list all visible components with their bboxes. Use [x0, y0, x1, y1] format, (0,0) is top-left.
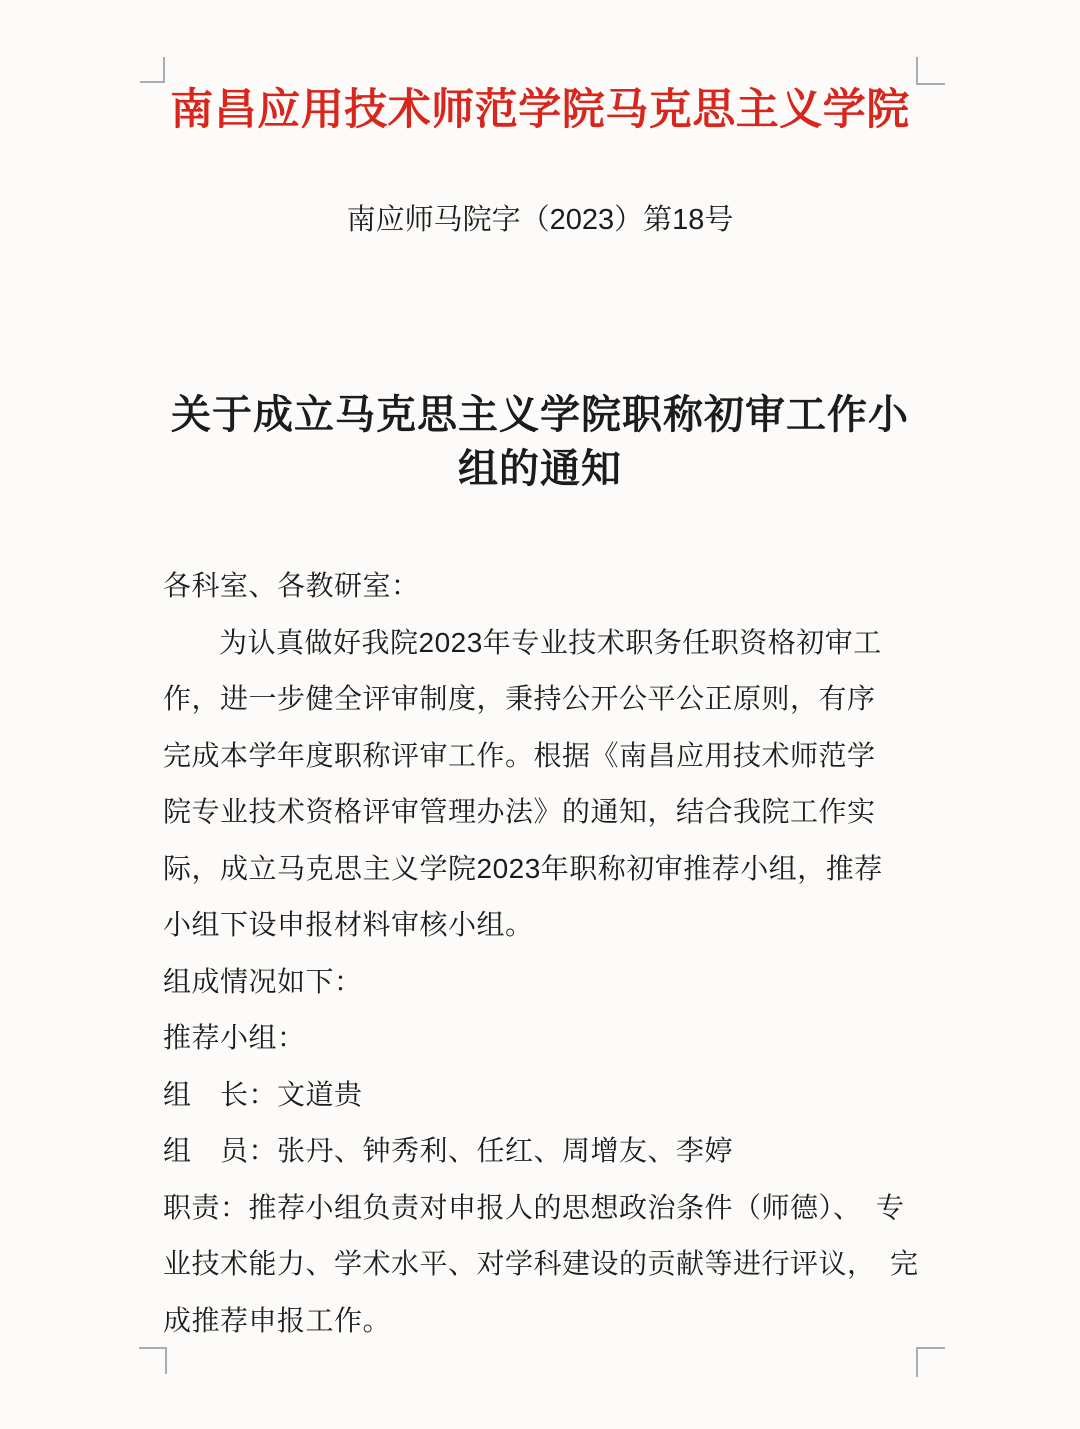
body-line: 院专业技术资格评审管理办法》的通知，结合我院工作实	[163, 796, 876, 827]
body-line: 业技术能力、学术水平、对学科建设的贡献等进行评议， 完	[163, 1248, 919, 1279]
body-line: 完成本学年度职称评审工作。根据《南昌应用技术师范学	[163, 739, 876, 771]
body-line: 小组下设申报材料审核小组。	[163, 909, 534, 940]
crop-mark-top-left	[140, 57, 165, 83]
body-line: 组成情况如下：	[163, 965, 363, 997]
crop-mark-top-right	[916, 57, 945, 85]
body-line: 组 员：张丹、钟秀利、任红、周增友、李婷	[163, 1135, 734, 1166]
letterhead-org-title: 南昌应用技术师范学院马克思主义学院	[170, 86, 910, 134]
body-line: 推荐小组：	[163, 1022, 306, 1053]
body-line: 为认真做好我院2023年专业技术职务任职资格初审工	[219, 626, 882, 658]
body-line: 各科室、各教研室：	[163, 570, 420, 601]
crop-mark-bottom-right	[916, 1347, 945, 1377]
body-line: 际，成立马克思主义学院2023年职称初审推荐小组，推荐	[163, 852, 883, 884]
notice-title-line: 关于成立马克思主义学院职称初审工作小	[171, 393, 909, 437]
notice-title-line: 组的通知	[458, 447, 622, 491]
body-line: 作，进一步健全评审制度，秉持公开公平公正原则，有序	[163, 683, 876, 714]
notice-title	[163, 388, 917, 496]
body-line: 职责：推荐小组负责对申报人的思想政治条件（师德）、 专	[163, 1191, 905, 1223]
crop-mark-bottom-left	[139, 1347, 167, 1374]
document-number: 南应师马院字（2023）第18号	[346, 204, 734, 236]
body-line: 组 长：文道贵	[163, 1078, 363, 1110]
notice-body	[163, 558, 917, 1349]
body-line: 成推荐申报工作。	[163, 1304, 392, 1336]
